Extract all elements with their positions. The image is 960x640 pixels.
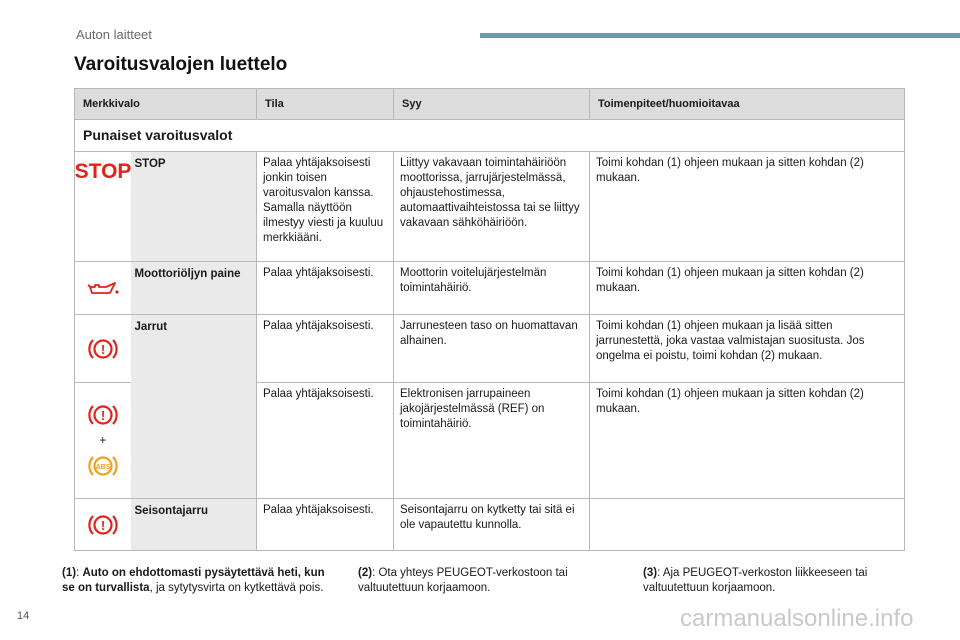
page-number: 14: [17, 610, 30, 622]
cause-cell: Seisontajarru on kytketty tai sitä ei ole vapautettu kunnolla.: [394, 499, 590, 551]
page-title: Varoitusvalojen luettelo: [74, 54, 288, 75]
indicator-name: Seisontajarru: [131, 499, 257, 551]
col-header-action: Toimenpiteet/huomioitavaa: [590, 89, 905, 120]
state-cell: Palaa yhtäjaksoisesti jonkin toisen varoitusvalon kanssa. Samalla näyttöön ilmestyy viesti ja kuuluu merkkiääni.: [257, 152, 394, 262]
footnote-2: [358, 566, 603, 596]
state-cell: Palaa yhtäjaksoisesti.: [257, 499, 394, 551]
oil-can-icon: [75, 262, 131, 315]
footnote-1-text: , ja sytytysvirta on kytkettävä pois.: [149, 582, 324, 594]
svg-text:!: !: [100, 517, 105, 533]
state-cell: Palaa yhtäjaksoisesti.: [257, 262, 394, 315]
indicator-name: Jarrut: [131, 315, 257, 499]
cause-cell: Elektronisen jarrupaineen jakojärjestelmässä (REF) on toimintahäiriö.: [394, 383, 590, 499]
state-cell: Palaa yhtäjaksoisesti.: [257, 315, 394, 383]
col-header-indicator: Merkkivalo: [75, 89, 257, 120]
parking-brake-icon: [75, 499, 131, 551]
chapter-header: Auton laitteet: [76, 27, 152, 42]
footnote-3: [643, 566, 903, 596]
plus-sign: +: [99, 433, 107, 447]
table-row: [75, 315, 905, 383]
svg-text:STOP: STOP: [74, 160, 132, 183]
action-cell: Toimi kohdan (1) ohjeen mukaan ja sitten kohdan (2) mukaan.: [590, 383, 905, 499]
header-accent-bar: [480, 33, 960, 38]
stop-warning-icon: [75, 152, 131, 262]
brake-warning-icon: [75, 315, 131, 383]
svg-text:!: !: [100, 341, 105, 357]
section-row: [75, 120, 905, 152]
indicator-name: STOP: [131, 152, 257, 262]
footnote-1: (1): Auto on ehdottomasti pysäytettävä heti, kun se on turvallista, ja sytytysvirta on kytkettävä pois.: [62, 567, 325, 594]
abs-warning-icon: [87, 452, 119, 480]
table-row: [75, 499, 905, 551]
footnote-1-ref: (1): [62, 567, 77, 579]
warning-lights-table: [74, 88, 905, 551]
svg-text:!: !: [100, 408, 105, 423]
footnote-2-text: : Ota yhteys PEUGEOT-verkostoon tai valtuutettuun korjaamoon.: [358, 567, 568, 594]
cause-cell: Liittyy vakavaan toimintahäiriöön moottorissa, jarrujärjestelmässä, ohjaustehostimessa, automaattivaihteistossa tai se liittyy vakavaan sähköhäiriöön.: [394, 152, 590, 262]
table-row: [75, 262, 905, 315]
cause-cell: Moottorin voitelujärjestelmän toimintahäiriö.: [394, 262, 590, 315]
indicator-name: Moottoriöljyn paine: [131, 262, 257, 315]
section-title: Punaiset varoitusvalot: [75, 120, 905, 152]
table-header-row: [75, 89, 905, 120]
footnote-2-ref: (2): [358, 567, 373, 579]
svg-text:ABS: ABS: [95, 464, 111, 471]
brake-and-abs-icon: [75, 383, 131, 499]
action-cell: Toimi kohdan (1) ohjeen mukaan ja lisää sitten jarrunestettä, joka vastaa valmistajan suositusta. Jos ongelma ei poistu, toimi kohdan (2) mukaan.: [590, 315, 905, 383]
footnote-1-bold: Auto on ehdottomasti pysäytettävä heti, kun se on turvallista: [62, 567, 325, 594]
footnote-3-text: : Aja PEUGEOT-verkoston liikkeeseen tai valtuutettuun korjaamoon.: [643, 567, 868, 594]
col-header-cause: Syy: [394, 89, 590, 120]
state-cell: Palaa yhtäjaksoisesti.: [257, 383, 394, 499]
action-cell: Toimi kohdan (1) ohjeen mukaan ja sitten kohdan (2) mukaan.: [590, 152, 905, 262]
col-header-state: Tila: [257, 89, 394, 120]
cause-cell: Jarrunesteen taso on huomattavan alhainen.: [394, 315, 590, 383]
action-cell: Toimi kohdan (1) ohjeen mukaan ja sitten kohdan (2) mukaan.: [590, 262, 905, 315]
watermark: carmanualsonline.info: [680, 605, 914, 632]
brake-warning-icon: [87, 401, 119, 429]
table-row: [75, 152, 905, 262]
footnote-3-ref: (3): [643, 567, 658, 579]
action-cell: [590, 499, 905, 551]
